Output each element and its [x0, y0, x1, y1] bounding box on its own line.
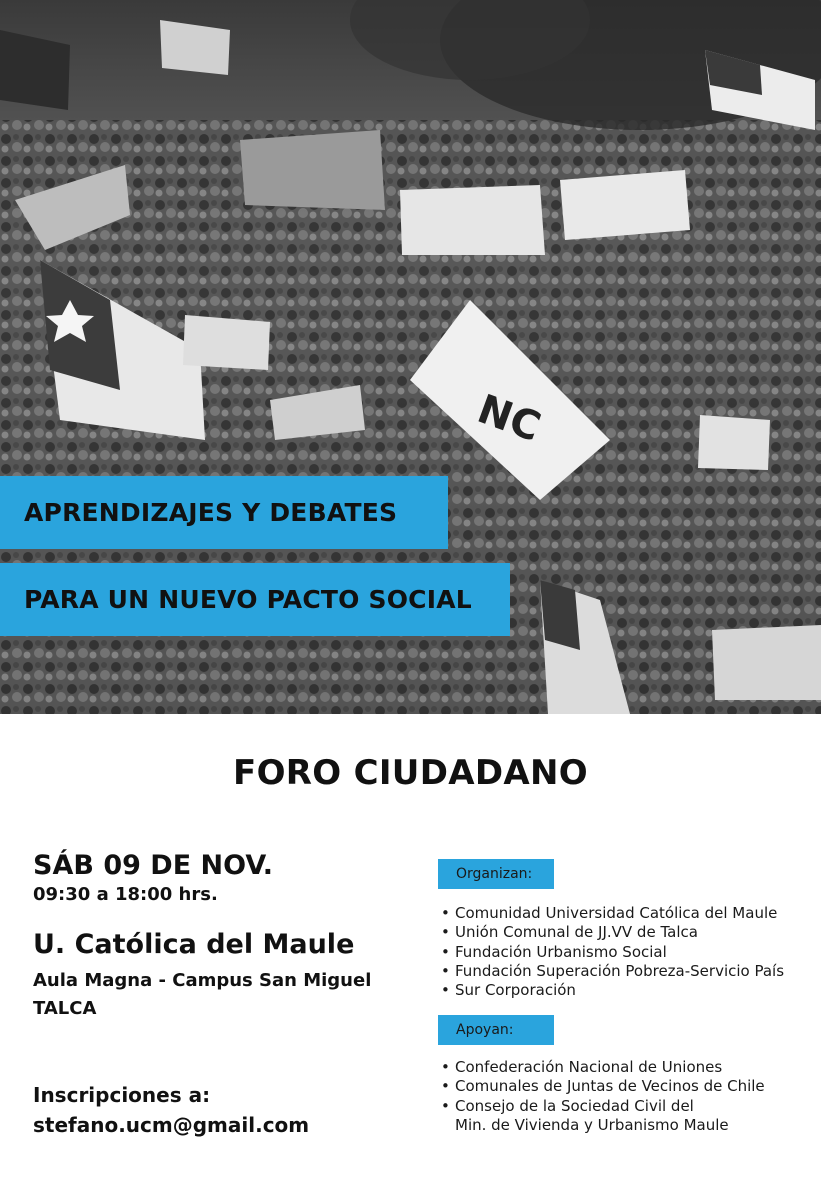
organizers-label: Organizan: [456, 866, 533, 882]
list-item: • Sur Corporación [441, 981, 576, 1000]
svg-text:NC: NC [471, 386, 547, 451]
list-item: • Consejo de la Sociedad Civil del [441, 1096, 694, 1115]
supporters-tag [438, 1015, 554, 1045]
bullet-icon: • [441, 942, 450, 961]
list-item: • Fundación Superación Pobreza-Servicio País [441, 961, 785, 980]
supporters-list [441, 1058, 765, 1135]
bullet-icon: • [441, 981, 450, 1000]
bullet-icon: • [441, 1077, 450, 1096]
page-title: FORO CIUDADANO [233, 753, 588, 793]
supporters-label: Apoyan: [456, 1022, 514, 1038]
bullet-icon: • [441, 1058, 450, 1076]
list-item: • Unión Comunal de JJ.VV de Talca [441, 923, 698, 942]
event-venue: U. Católica del Maule [33, 929, 355, 960]
event-city: TALCA [33, 998, 97, 1019]
event-date: SÁB 09 DE NOV. [33, 850, 274, 881]
bullet-icon: • [441, 923, 450, 942]
event-details [33, 850, 423, 1023]
list-item: • Comunales de Juntas de Vecinos de Chile [441, 1077, 765, 1096]
list-item: • Confederación Nacional de Uniones [441, 1058, 723, 1076]
bullet-icon: • [441, 1096, 450, 1115]
list-item: • Comunidad Universidad Católica del Maule [441, 904, 778, 922]
signup-info [33, 1080, 309, 1140]
headline-line1: APRENDIZAJES Y DEBATES [24, 498, 398, 527]
bullet-icon: • [441, 961, 450, 980]
list-item: Min. de Vivienda y Urbanismo Maule [455, 1115, 729, 1134]
headline-line2: PARA UN NUEVO PACTO SOCIAL [24, 585, 472, 614]
event-room: Aula Magna - Campus San Miguel [33, 970, 372, 991]
event-hours: 09:30 a 18:00 hrs. [33, 884, 218, 905]
headline-banner-line2 [0, 563, 510, 636]
list-item: • Fundación Urbanismo Social [441, 942, 667, 961]
organizers-list [441, 904, 784, 1000]
organizers-tag [438, 859, 554, 889]
signup-email: stefano.ucm@gmail.com [33, 1113, 310, 1137]
bullet-icon: • [441, 904, 450, 922]
headline-banner-line1 [0, 476, 448, 549]
signup-label: Inscripciones a: [33, 1083, 211, 1107]
